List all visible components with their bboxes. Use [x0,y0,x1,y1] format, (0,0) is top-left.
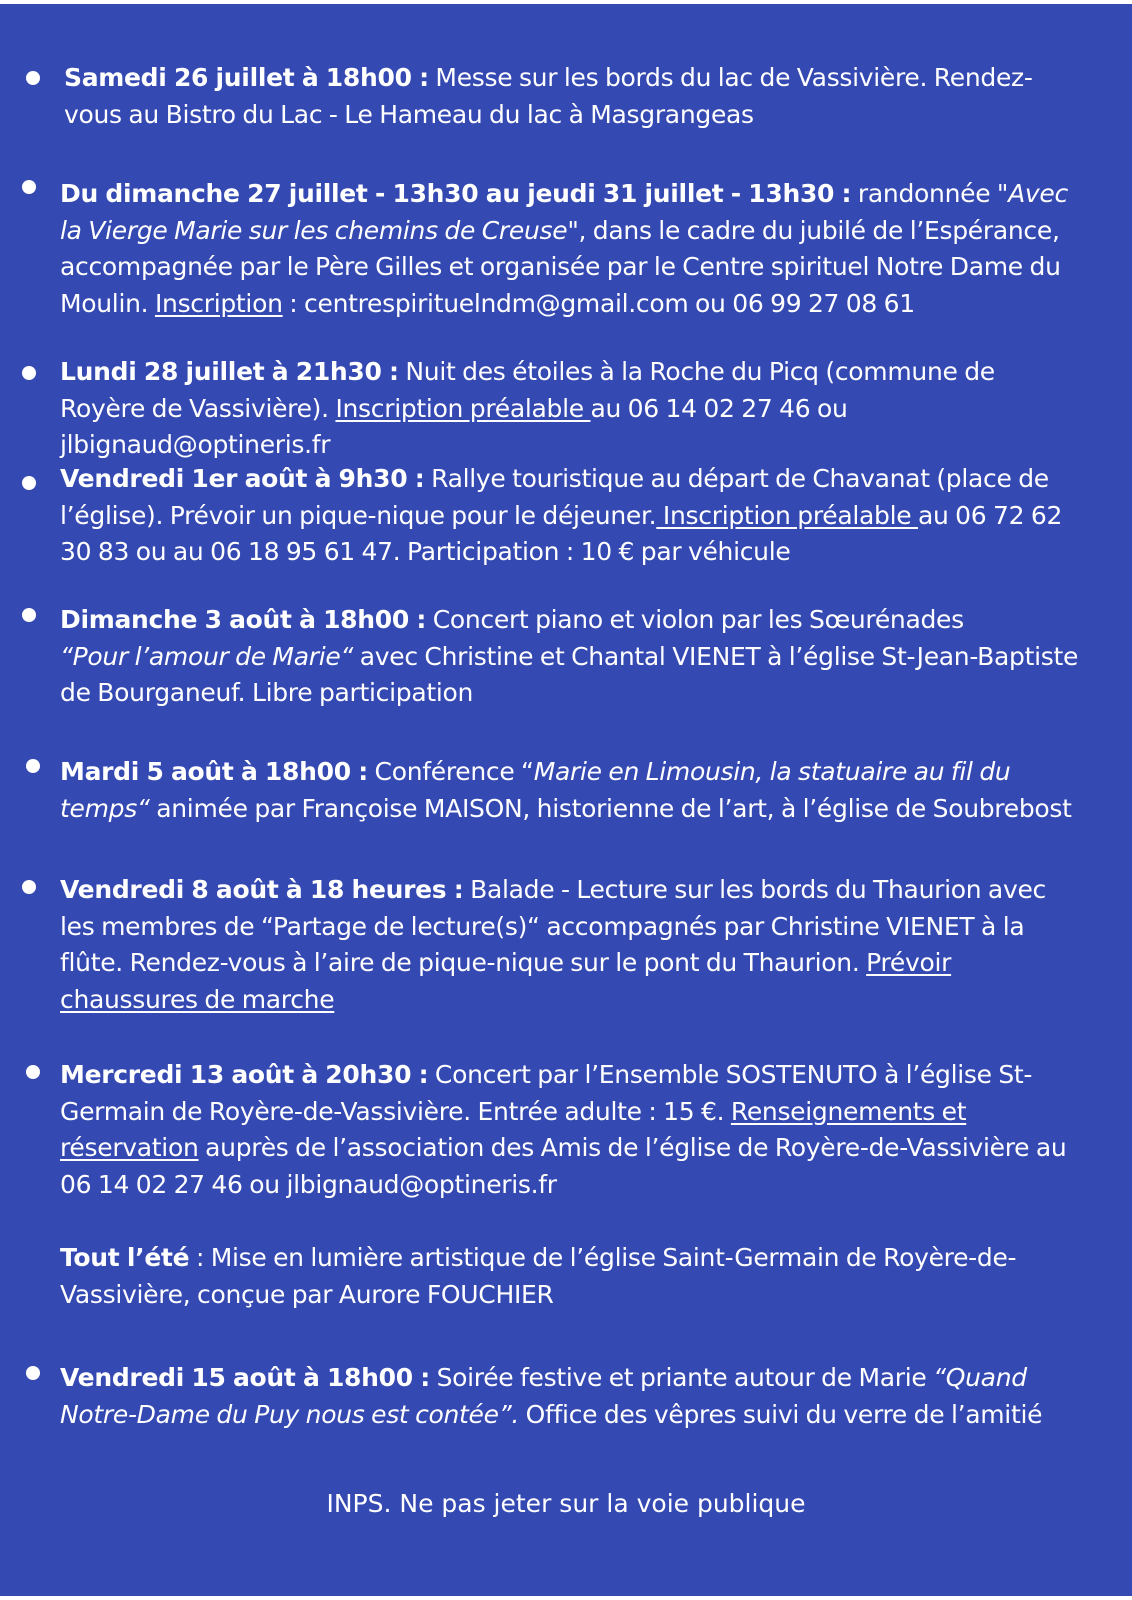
event-italic: Avec la Vierge Marie sur les chemins de Creuse [60,179,1068,245]
event-text: avec Christine et Chantal VIENET à l’église St-Jean-Baptiste de Bourganeuf. Libre participation [60,641,1079,707]
event-text: au 06 72 62 30 83 ou au 06 18 95 61 47. Participation : 10 € par véhicule [60,500,1063,566]
bullet-icon [26,759,40,773]
inscription-link[interactable]: Inscription préalable [335,393,591,423]
event-text: : centrespirituelndm@gmail.com ou 06 99 27 08 61 [282,288,915,318]
event-text: Concert piano et violon par les Sœurénades [426,605,964,634]
advice-link[interactable]: Prévoir chaussures de marche [60,948,952,1014]
bullet-icon [22,880,36,894]
flyer-page [0,4,1132,1596]
event-title: Samedi 26 juillet à 18h00 : [64,63,429,92]
event-title: Dimanche 3 août à 18h00 : [60,605,427,634]
event-item [64,60,1074,133]
bullet-icon [22,476,36,490]
bullet-icon [26,1366,40,1380]
event-item [60,602,1100,712]
event-text: auprès de l’association des Amis de l’église de Royère-de-Vassivière au 06 14 02 27 46 ou jlbignaud@optineris.fr [60,1133,1067,1199]
inscription-link[interactable]: Inscription préalable [656,500,918,530]
event-title: Tout l’été [60,1243,190,1272]
event-text: ", dans le cadre du jubilé de l’Espérance, accompagnée par le Père Gilles et organisée par le Centre spirituel Notre Dame du Moulin. [60,215,1061,318]
event-italic: “Pour l’amour de Marie“ [60,641,354,671]
event-text: Concert par l’Ensemble SOSTENUTO à l’église St-Germain de Royère-de-Vassivière. Entrée adulte : 15 €. [60,1060,1033,1126]
event-title: Vendredi 1er août à 9h30 : [60,464,425,493]
event-title: Vendredi 15 août à 18h00 : [60,1363,430,1392]
event-text: Balade - Lecture sur les bords du Thaurion avec les membres de “Partage de lecture(s)“ accompagnés par Christine VIENET à la flûte. Rendez-vous à l’aire de pique-nique sur le pont du Thaurion. [60,875,1046,977]
bullet-icon [22,608,36,622]
event-item [60,461,1076,571]
bullet-icon [26,1065,40,1079]
event-text: Conférence “ [367,757,534,786]
event-text: randonnée " [851,179,1009,208]
event-text: Office des vêpres suivi du verre de l’amitié [519,1399,1043,1429]
event-title: Lundi 28 juillet à 21h30 : [60,357,399,386]
event-item [60,176,1076,322]
event-text: au 06 14 02 27 46 ou jlbignaud@optineris.fr [60,393,848,459]
event-item [60,354,1084,464]
event-item [60,1057,1070,1203]
bullet-icon [22,366,36,380]
inscription-link[interactable]: Inscription [154,288,283,318]
event-text: Nuit des étoiles à la Roche du Picq (commune de Royère de Vassivière). [60,357,995,423]
summer-note [60,1240,1050,1313]
event-text: Messe sur les bords du lac de Vassivière. Rendez-vous au Bistro du Lac - Le Hameau du lac à Masgrangeas [64,63,1033,129]
event-text: animée par Françoise MAISON, historienne de l’art, à l’église de Soubrebost [149,793,1072,823]
event-title: Du dimanche 27 juillet - 13h30 au jeudi 31 juillet - 13h30 : [60,179,852,208]
event-text: : Mise en lumière artistique de l’église Saint-Germain de Royère-de-Vassivière, conçue par Aurore FOUCHIER [60,1243,1017,1309]
event-italic: Marie en Limousin, la statuaire au fil du temps“ [60,757,1011,823]
event-italic: “Quand Notre-Dame du Puy nous est contée”. [60,1363,1027,1429]
event-item [60,754,1076,827]
event-item [60,1360,1090,1433]
footer-note: INPS. Ne pas jeter sur la voie publique [326,1489,806,1518]
bullet-icon [26,71,40,85]
event-title: Vendredi 8 août à 18 heures : [60,875,464,904]
reservation-link[interactable]: Renseignements et réservation [60,1096,967,1162]
event-title: Mardi 5 août à 18h00 : [60,757,368,786]
bullet-icon [22,180,36,194]
event-text: Rallye touristique au départ de Chavanat (place de l’église). Prévoir un pique-nique pour le déjeuner. [60,464,1049,530]
event-title: Mercredi 13 août à 20h30 : [60,1060,429,1089]
event-text: Soirée festive et priante autour de Marie [429,1363,934,1392]
event-item [60,872,1084,1018]
